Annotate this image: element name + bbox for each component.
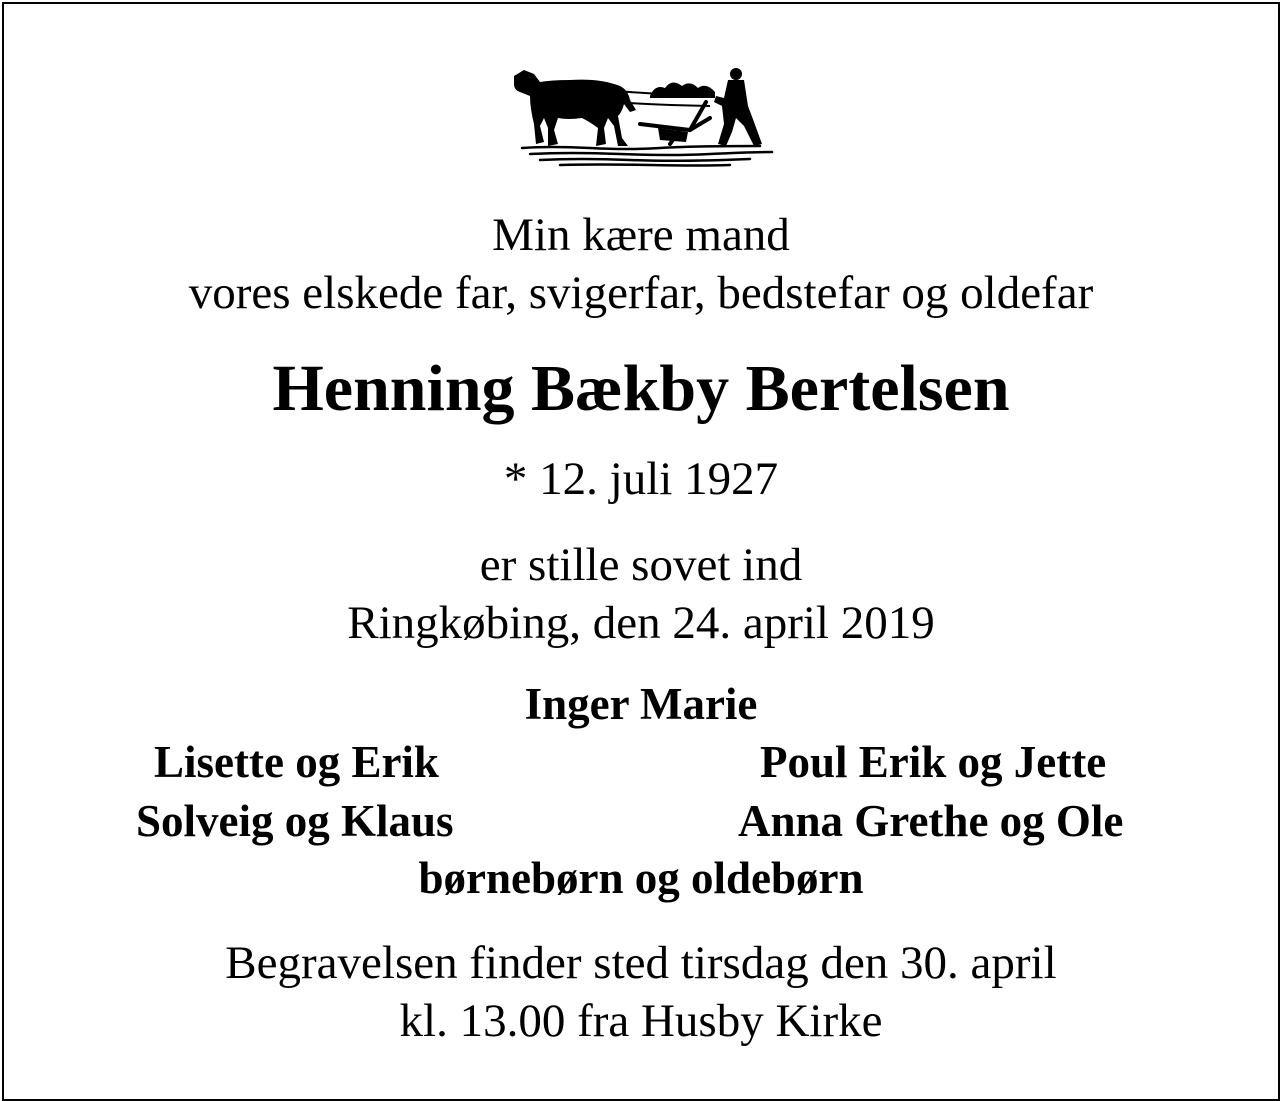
funeral-line-2: kl. 13.00 fra Husby Kirke [399,995,883,1047]
funeral-line-1: Begravelsen finder sted tirsdag den 30. april [225,937,1057,989]
death-line-2: Ringkøbing, den 24. april 2019 [347,597,935,649]
deceased-name: Henning Bækby Bertelsen [272,352,1010,425]
mourner-grandchildren: børnebørn og oldebørn [418,853,864,903]
mourner-spouse: Inger Marie [524,679,758,729]
mourner-left-1: Lisette og Erik [154,737,439,787]
death-line-1: er stille sovet ind [479,539,803,591]
mourner-right-2: Anna Grethe og Ole [738,796,1124,846]
birth-date: * 12. juli 1927 [503,453,779,505]
intro-line-2: vores elskede far, svigerfar, bedstefar og oldefar [188,267,1094,319]
mourner-left-2: Solveig og Klaus [136,796,454,846]
obituary-notice [2,2,1280,1101]
intro-line-1: Min kære mand [492,209,790,261]
horse-plough-icon [510,66,780,176]
mourner-right-1: Poul Erik og Jette [760,737,1107,787]
